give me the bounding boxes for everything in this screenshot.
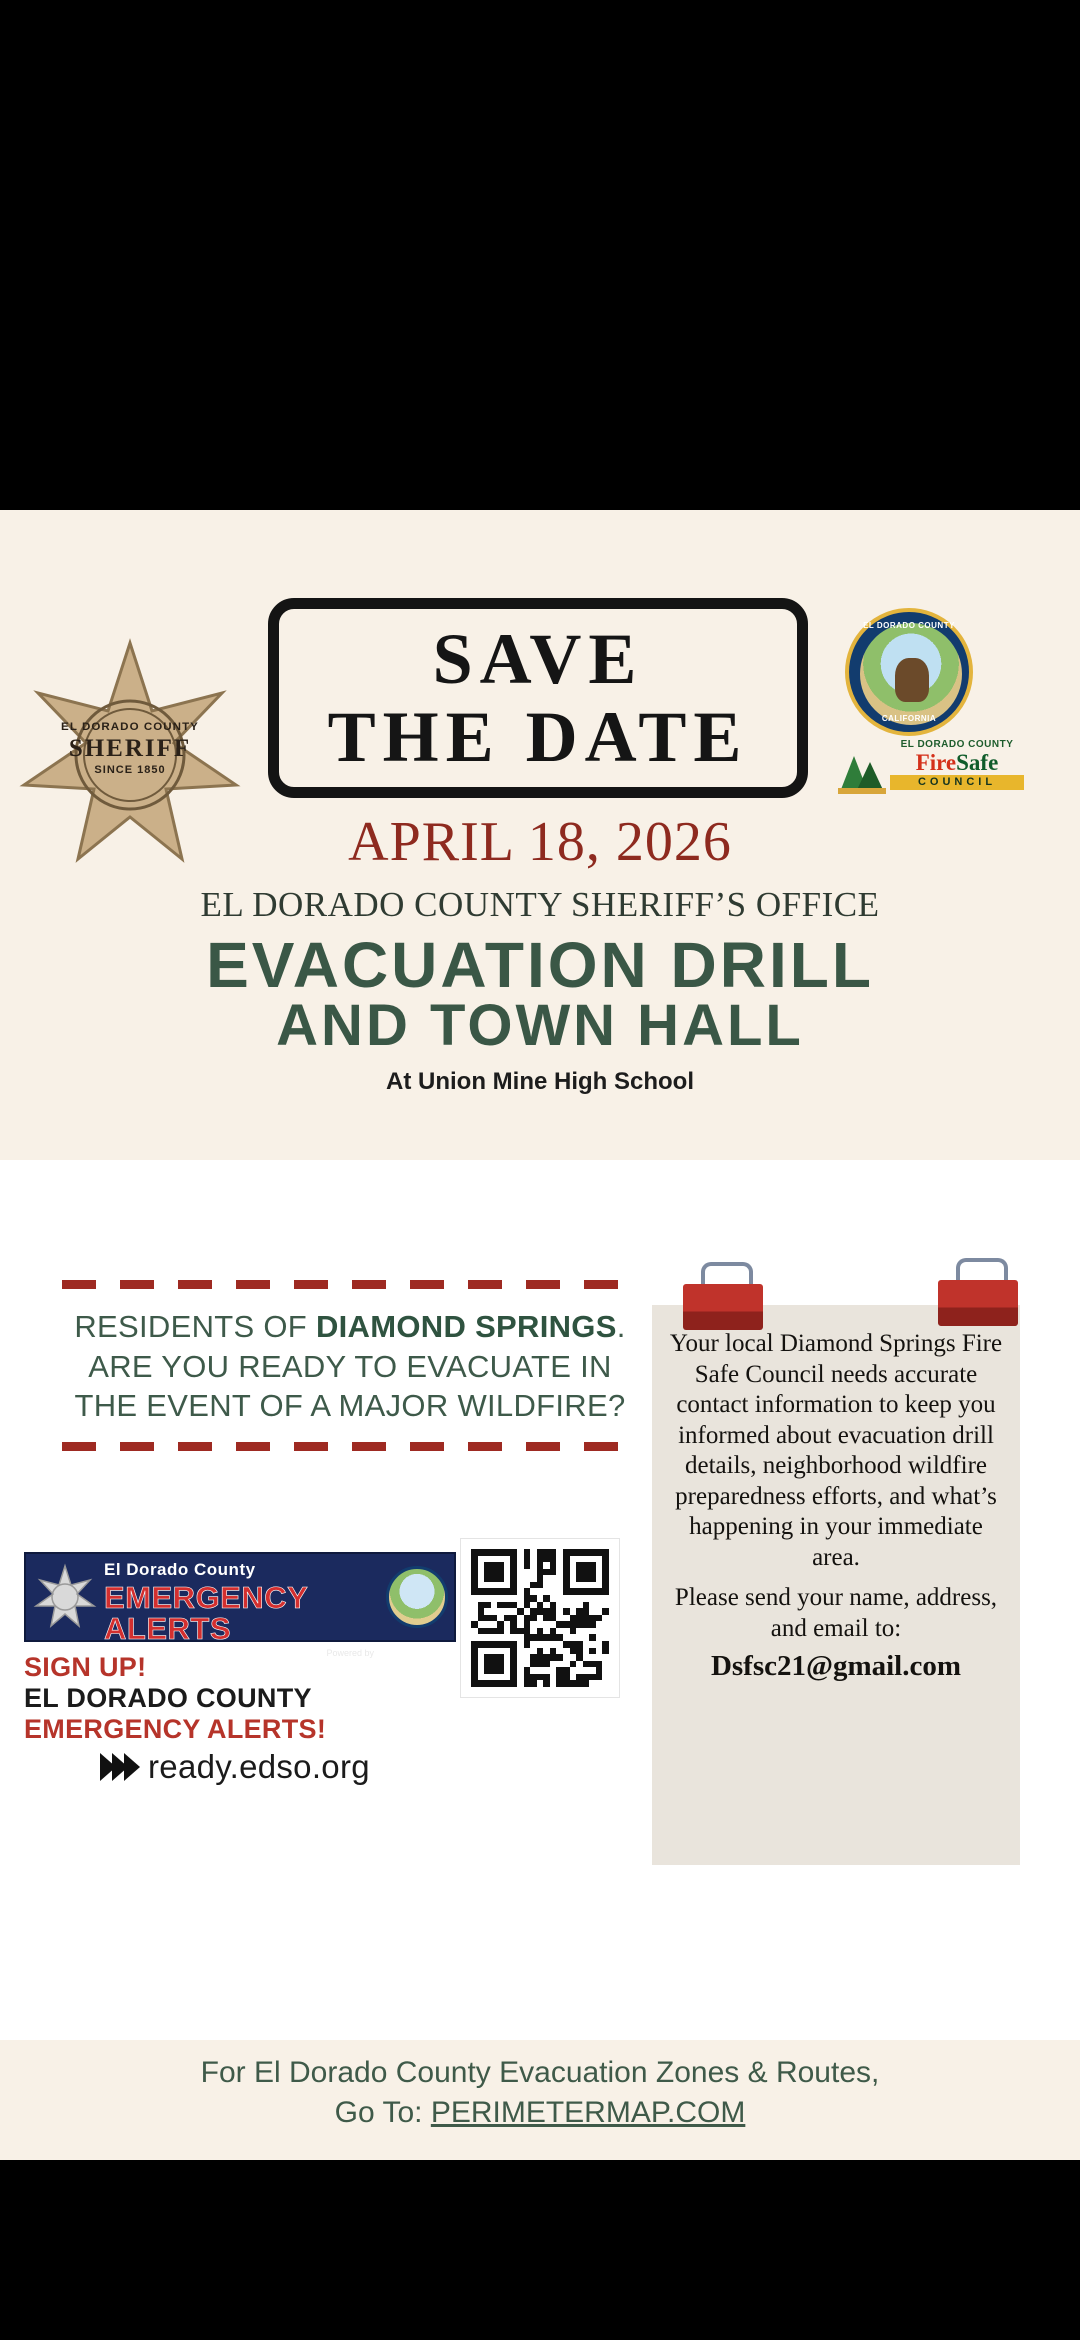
question-line-3: THE EVENT OF A MAJOR WILDFIRE? [74, 1388, 626, 1424]
question-line-2: ARE YOU READY TO EVACUATE IN [88, 1348, 612, 1384]
banner-county-line: El Dorado County [104, 1560, 256, 1579]
sheriff-badge-title: SHERIFF [68, 734, 192, 762]
note-send-text: Please send your name, address, and email to: [674, 1584, 998, 1642]
banner-sheriff-star-icon [32, 1564, 98, 1630]
binder-clip-icon-left [683, 1262, 763, 1330]
seal-figure [895, 658, 929, 702]
signup-line-3: EMERGENCY ALERTS! [24, 1714, 327, 1744]
banner-rave-label: RAVE [330, 1658, 374, 1675]
dashed-divider-top [62, 1280, 622, 1289]
signup-line-2: EL DORADO COUNTY [24, 1683, 312, 1713]
evacuation-question-block [40, 1280, 660, 1451]
save-the-date-stamp [277, 606, 799, 790]
sheriff-badge-text [54, 722, 206, 776]
fsc-county-line: EL DORADO COUNTY [900, 739, 1014, 750]
clip-body-left [683, 1284, 763, 1330]
fire-safe-council-logo [838, 738, 1024, 810]
event-venue: At Union Mine High School [386, 1068, 694, 1095]
stamp-line-2: THE DATE [327, 697, 749, 777]
el-dorado-county-seal-icon [845, 608, 973, 736]
ready-url-row[interactable] [100, 1748, 370, 1786]
footer-line-2 [0, 2096, 1080, 2130]
seal-top-text: EL DORADO COUNTY [863, 621, 955, 630]
fsc-safe-word: Safe [956, 749, 999, 775]
dashed-divider-bottom [62, 1442, 622, 1451]
sheriff-badge-county: EL DORADO COUNTY [61, 721, 199, 733]
sheriff-office-line: EL DORADO COUNTY SHERIFF’S OFFICE [200, 885, 880, 924]
note-body-text: Your local Diamond Springs Fire Safe Council needs accurate contact information to keep you informed about evacuation drill details, neighborhood wildfire preparedness efforts, and what’s happening in your immediate area. [669, 1330, 1003, 1571]
fire-safe-council-text [890, 740, 1024, 790]
fsc-fire-word: Fire [915, 749, 957, 775]
sheriff-badge-since: SINCE 1850 [94, 763, 166, 776]
ready-url[interactable]: ready.edso.org [148, 1748, 370, 1785]
flyer-header [0, 510, 1080, 1160]
binder-clip-icon-right [938, 1258, 1018, 1326]
stamp-line-1: SAVE [432, 618, 644, 699]
clip-body-right [938, 1280, 1018, 1326]
fire-safe-council-note-card [652, 1305, 1020, 1865]
flyer-image [0, 510, 1080, 2129]
fsc-council-line: COUNCIL [890, 775, 1024, 791]
signup-callout [24, 1652, 464, 1745]
event-date: APRIL 18, 2026 [348, 811, 732, 873]
event-title-line-1: EVACUATION DRILL [206, 929, 874, 1001]
qr-code-pattern [471, 1549, 609, 1687]
question-line-1 [40, 1307, 660, 1347]
banner-title: EMERGENCY ALERTS [104, 1580, 308, 1646]
question-lead: RESIDENTS OF [74, 1309, 316, 1344]
note-email-address: Dsfsc21@gmail.com [710, 1650, 962, 1682]
perimetermap-link[interactable]: PERIMETERMAP.COM [430, 2096, 746, 2129]
seal-bottom-text: CALIFORNIA [881, 714, 937, 723]
footer-line-1: For El Dorado County Evacuation Zones & Routes, [200, 2056, 880, 2089]
fsc-name-line [890, 751, 1024, 775]
banner-powered-by: Powered by [326, 1648, 374, 1658]
chevron-right-icon [100, 1753, 136, 1781]
event-title-line-2: AND TOWN HALL [276, 993, 804, 1058]
footer-goto-prefix: Go To: [334, 2096, 431, 2129]
question-place: DIAMOND SPRINGS [315, 1309, 617, 1344]
flyer-footer [0, 2040, 1080, 2160]
signup-line-1: SIGN UP! [24, 1652, 147, 1682]
flyer-body [0, 1160, 1080, 2040]
banner-county-seal-icon [386, 1566, 448, 1628]
evacuation-question-text [40, 1289, 660, 1442]
question-tail: . [616, 1309, 626, 1344]
mountain-tree-icon [838, 748, 886, 794]
qr-code[interactable] [460, 1538, 620, 1698]
